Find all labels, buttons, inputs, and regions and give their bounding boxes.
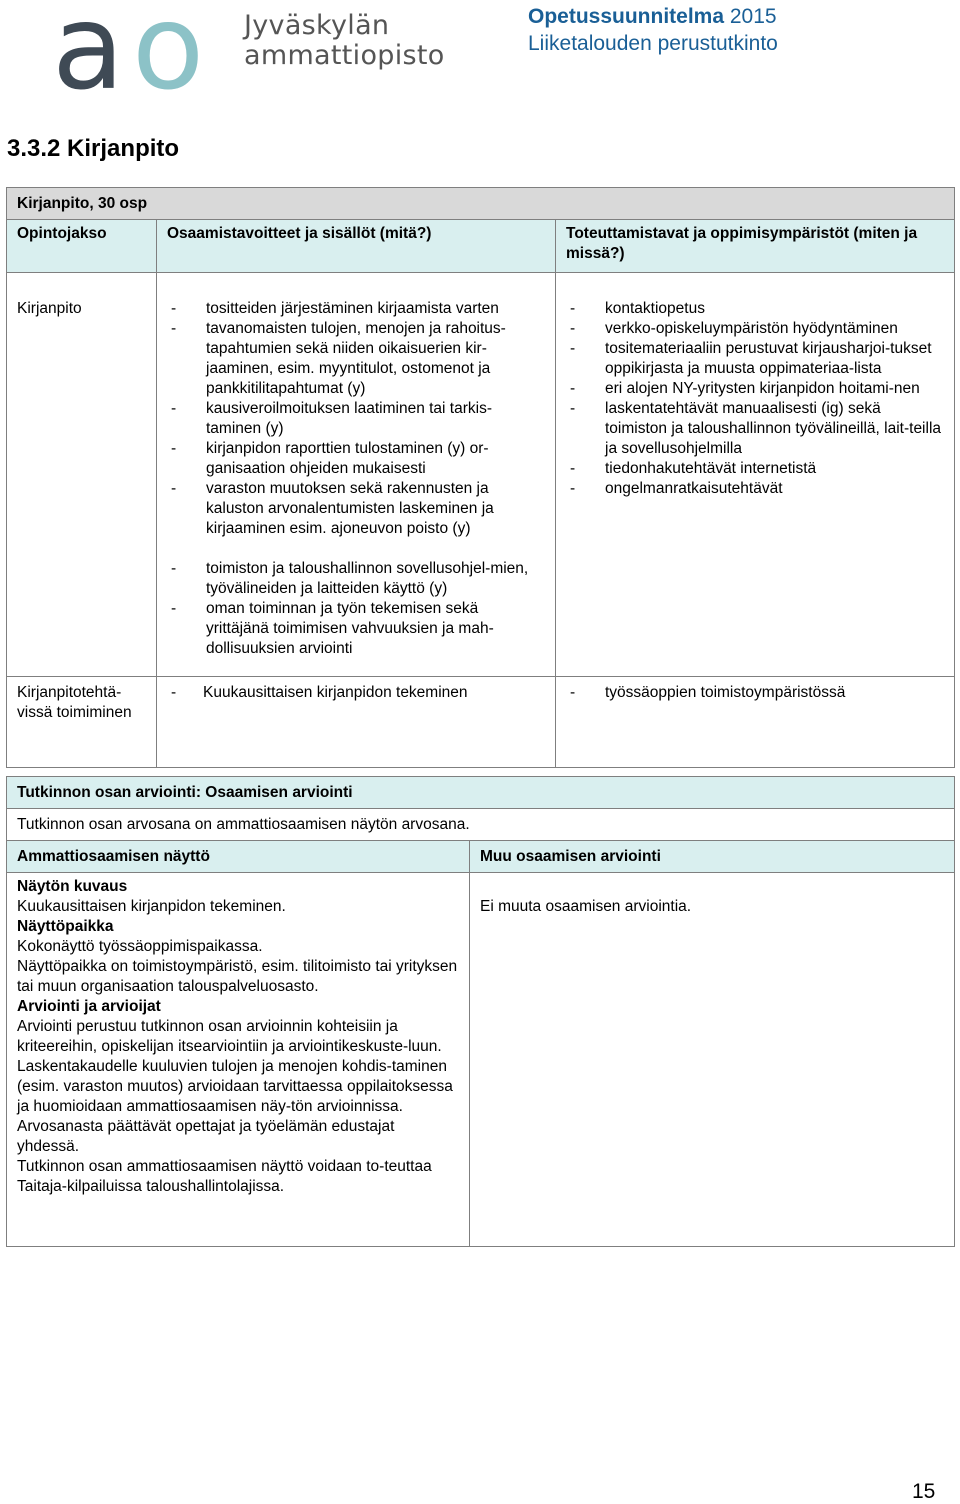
logo-text-line1: Jyväskylän: [244, 10, 390, 41]
paikka-text: Kokonäyttö työssäoppimispaikassa.: [17, 938, 263, 955]
logo-text-line2: ammattiopisto: [244, 40, 445, 71]
method-item: - kontaktiopetus: [566, 299, 944, 319]
methods-cell-2: [556, 677, 955, 768]
goal-item: - kirjanpidon raporttien tulostaminen (y) or-ganisaation ohjeiden mukaisesti: [167, 439, 545, 479]
methods-cell: [556, 273, 955, 677]
goals-list-2: [167, 559, 545, 659]
arviointi-text: Arviointi perustuu tutkinnon osan arvioinnin kohteisiin ja kriteereihin, opiskelijan itsearviointiin ja arviointikeskuste-luun.: [17, 1018, 442, 1055]
method-item: - työssäoppien toimistoympäristössä: [566, 683, 944, 703]
goal-item: - Kuukausittaisen kirjanpidon tekeminen: [167, 683, 545, 703]
assessment-note: Tutkinnon osan arvosana on ammattiosaamisen näytön arvosana.: [7, 809, 955, 841]
assessment-title: Tutkinnon osan arviointi: Osaamisen arviointi: [7, 777, 955, 809]
goals-cell-2: [157, 677, 556, 768]
col-header-ammattiosaaminen: Ammattiosaamisen näyttö: [7, 841, 470, 873]
arviointi-label: Arviointi ja arvioijat: [17, 998, 161, 1015]
method-item: - verkko-opiskeluympäristön hyödyntäminen: [566, 319, 944, 339]
course-table: [6, 187, 955, 768]
arviointi-text: Arvosanasta päättävät opettajat ja työelämän edustajat yhdessä.: [17, 1118, 395, 1155]
goals-list: [167, 299, 545, 539]
paikka-label: Näyttöpaikka: [17, 918, 114, 935]
paikka-text: Näyttöpaikka on toimistoympäristö, esim. tilitoimisto tai yrityksen tai muun organisaation talouspalveluosasto.: [17, 958, 458, 995]
course-table-title: Kirjanpito, 30 osp: [7, 188, 955, 220]
assessment-table: [6, 776, 955, 1247]
demonstration-cell: [7, 873, 470, 1247]
page-number: 15: [912, 1480, 936, 1503]
method-item: - laskentatehtävät manuaalisesti (ig) sekä toimiston ja taloushallinnon työvälineillä, lait-teilla ja sovellusohjelmilla: [566, 399, 944, 459]
other-assessment-cell: Ei muuta osaamisen arviointia.: [470, 873, 955, 1247]
goals-list-row2: [167, 683, 545, 703]
goal-item: - toimiston ja taloushallinnon sovellusohjel-mien, työvälineiden ja laitteiden käyttö (y): [167, 559, 545, 599]
col-header-methods: Toteuttamistavat ja oppimisympäristöt (miten ja missä?): [556, 220, 955, 273]
method-item: - eri alojen NY-yritysten kirjanpidon hoitami-nen: [566, 379, 944, 399]
method-item: - ongelmanratkaisutehtävät: [566, 479, 944, 499]
row-name-kirjanpito: Kirjanpito: [7, 273, 157, 677]
document-title-year: 2015: [729, 5, 777, 28]
methods-list-row2: [566, 683, 944, 703]
arviointi-text: Tutkinnon osan ammattiosaamisen näyttö voidaan to-teuttaa Taitaja-kilpailuissa taloushallintolajissa.: [17, 1158, 432, 1195]
goal-item: - tositteiden järjestäminen kirjaamista varten: [167, 299, 545, 319]
goal-item: - kausiveroilmoituksen laatiminen tai tarkis-taminen (y): [167, 399, 545, 439]
col-header-goals: Osaamistavoitteet ja sisällöt (mitä?): [157, 220, 556, 273]
institution-logo: [52, 0, 452, 116]
document-title-bold: Opetussuunnitelma: [528, 5, 725, 28]
logo-letter-a: a: [52, 0, 117, 116]
logo-letter-o: o: [132, 0, 205, 116]
row-name-kirjanpitotehtavissa: Kirjanpitotehtä-vissä toimiminen: [7, 677, 157, 768]
goals-cell: [157, 273, 556, 677]
kuvaus-text: Kuukausittaisen kirjanpidon tekeminen.: [17, 898, 286, 915]
section-heading: 3.3.2 Kirjanpito: [7, 135, 180, 162]
method-item: - tositemateriaaliin perustuvat kirjausharjoi-tukset oppikirjasta ja muusta oppimateriaa-lista: [566, 339, 944, 379]
goal-item: - tavanomaisten tulojen, menojen ja rahoitus-tapahtumien sekä niiden oikaisuerien kir-jaaminen, esim. myyntitulot, ostomenot ja pankkitilitapahtumat (y): [167, 319, 545, 399]
method-item: - tiedonhakutehtävät internetistä: [566, 459, 944, 479]
arviointi-text: Laskentakaudelle kuuluvien tulojen ja menojen kohdis-taminen (esim. varaston muutos) arvioidaan tarvittaessa oppilaitoksessa ja huomioidaan ammattiosaamisen näy-tön arvioinnissa.: [17, 1058, 453, 1115]
goal-item: - varaston muutoksen sekä rakennusten ja kaluston arvonalentumisten laskeminen ja kirjaaminen esim. ajoneuvon poisto (y): [167, 479, 545, 539]
document-subtitle: Liiketalouden perustutkinto: [528, 32, 778, 55]
methods-list: [566, 299, 944, 499]
kuvaus-label: Näytön kuvaus: [17, 878, 128, 895]
col-header-muu-arviointi: Muu osaamisen arviointi: [470, 841, 955, 873]
document-title: [528, 3, 777, 30]
goal-item: - oman toiminnan ja työn tekemisen sekä yrittäjänä toimimisen vahvuuksien ja mah-dollisuuksien arviointi: [167, 599, 545, 659]
col-header-opintojakso: Opintojakso: [7, 220, 157, 273]
